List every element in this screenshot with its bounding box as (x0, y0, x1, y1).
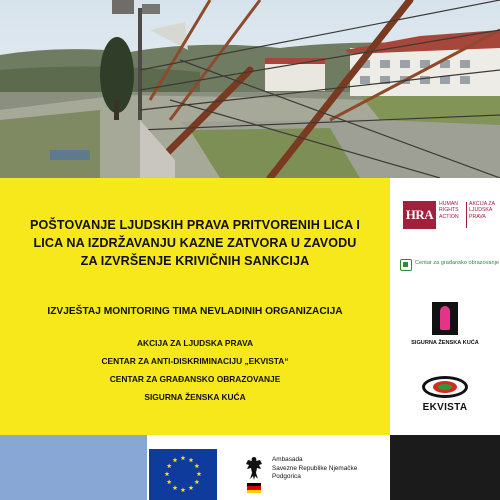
hra-divider (466, 202, 467, 228)
ekvista-logo (415, 370, 475, 420)
hra-line: HUMAN (439, 201, 459, 207)
sponsor-area (147, 435, 390, 500)
report-subtitle: IZVJEŠTAJ MONITORING TIMA NEVLADINIH ORGANIZACIJA (47, 306, 343, 317)
hra-line: LJUDSKA (469, 207, 493, 214)
report-title-line: POŠTOVANJE LJUDSKIH PRAVA PRITVORENIH LICA I (29, 218, 360, 232)
cgo-logo (400, 258, 500, 274)
ekvista-name: EKVISTA (422, 402, 468, 413)
german-flag-icon (247, 483, 261, 493)
eu-star-icon (167, 463, 172, 468)
hra-english-name (439, 201, 465, 220)
embassy-line: Podgorica (272, 473, 301, 481)
eagle-icon (244, 455, 264, 481)
szk-logo (410, 302, 480, 352)
eu-star-icon (197, 471, 202, 476)
eu-star-icon (189, 485, 194, 490)
cgo-name: Centar za građansko obrazovanje (415, 260, 499, 266)
organization-name: SIGURNA ŽENSKA KUĆA (144, 392, 246, 402)
cgo-icon (400, 259, 412, 271)
organization-list (0, 334, 390, 406)
report-title-line: LICA NA IZDRŽAVANJU KAZNE ZATVORA U ZAVODU (33, 236, 357, 250)
bottom-dark-block (390, 435, 500, 500)
organization-name: CENTAR ZA ANTI-DISKRIMINACIJU „EKVISTA“ (101, 356, 289, 366)
eu-star-icon (194, 479, 199, 484)
bottom-color-block (0, 435, 147, 500)
eu-star-icon (194, 463, 199, 468)
eu-stars-icon (149, 449, 217, 500)
eu-star-icon (181, 487, 186, 492)
hra-line: PRAVA (469, 213, 486, 220)
embassy-line: Ambasada (272, 456, 303, 463)
prison-fence-photo (0, 0, 500, 178)
eu-star-icon (189, 458, 194, 463)
hra-line: RIGHTS (439, 207, 459, 214)
hra-logo (403, 201, 493, 233)
eu-star-icon (165, 471, 170, 476)
report-title (0, 216, 390, 270)
szk-name: SIGURNA ŽENSKA KUĆA (411, 340, 479, 346)
eye-pupil-icon (438, 384, 452, 390)
woman-figure-icon (440, 306, 450, 330)
organization-name: CENTAR ZA GRAĐANSKO OBRAZOVANJE (109, 374, 281, 384)
eu-star-icon (173, 485, 178, 490)
hra-mark: HRA (403, 201, 436, 229)
hra-line: ACTION (439, 213, 459, 220)
eu-star-icon (167, 479, 172, 484)
hra-line: AKCIJA ZA (469, 201, 495, 207)
eu-flag-icon (149, 449, 217, 500)
report-title-line: ZA IZVRŠENJE KRIVIČNIH SANKCIJA (80, 254, 310, 268)
cover-photo (0, 0, 500, 178)
embassy-text (272, 456, 392, 482)
organization-name: AKCIJA ZA LJUDSKA PRAVA (136, 338, 253, 348)
eu-star-icon (181, 455, 186, 460)
partner-logos (390, 178, 500, 435)
title-band (0, 178, 390, 435)
eu-star-icon (173, 458, 178, 463)
hra-local-name (469, 201, 497, 220)
embassy-line: Savezne Republike Njemačke (272, 464, 358, 472)
